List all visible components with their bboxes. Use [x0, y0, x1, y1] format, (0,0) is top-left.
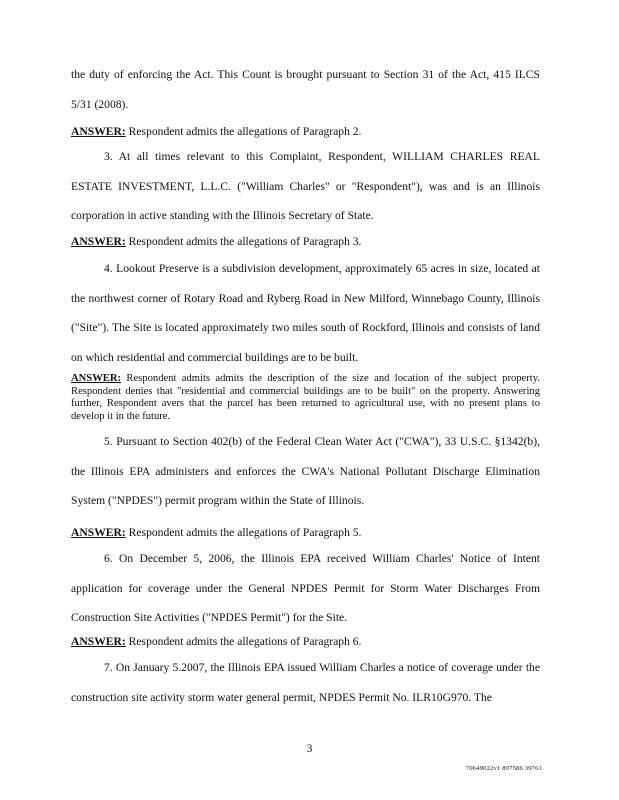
paragraph-7: 7. On January 5.2007, the Illinois EPA issued William Charles a notice of coverage under the construction site activity storm water general permit, NPDES Permit No. ILR10G970. The — [71, 661, 540, 704]
answer-label: ANSWER: — [71, 635, 126, 648]
answer-2 — [71, 124, 540, 139]
paragraph-4: 4. Lookout Preserve is a subdivision development, approximately 65 acres in size, located at the northwest corner of Rotary Road and Ryberg Road in New Milford, Winnebago County, Illinois ("Site"). The Site is located approximately two miles south of Rockford, Illinois and consists of land on which residential and commercial buildings are to be built. — [71, 262, 540, 364]
answer-label: ANSWER: — [71, 373, 122, 384]
answer-4 — [71, 373, 540, 423]
answer-text: Respondent admits the allegations of Paragraph 5. — [128, 526, 362, 539]
answer-label: ANSWER: — [71, 235, 126, 248]
footer-document-id: 70649022v1 897586 39761 — [465, 765, 542, 772]
answer-text: Respondent admits admits the description of the size and location of the subject property. Respondent denies that "residential and commercial buildings are to be built" on the property. Answering further, Respondent avers that the parcel has been returned to agricultural use, with no present plans to develop it in the future. — [71, 373, 540, 422]
paragraph-2-continuation: the duty of enforcing the Act. This Count is brought pursuant to Section 31 of the Act, 415 ILCS 5/31 (2008). — [71, 68, 540, 111]
answer-text: Respondent admits the allegations of Paragraph 3. — [128, 235, 362, 248]
paragraph-6: 6. On December 5, 2006, the Illinois EPA received William Charles' Notice of Intent application for coverage under the General NPDES Permit for Storm Water Discharges From Construction Site Activities ("NPDES Permit") for the Site. — [71, 552, 540, 624]
answer-5 — [71, 525, 540, 540]
paragraph-5: 5. Pursuant to Section 402(b) of the Federal Clean Water Act ("CWA"), 33 U.S.C. §1342(b), the Illinois EPA administers and enforces the CWA's National Pollutant Discharge Elimination System ("NPDES") permit program within the State of Illinois. — [71, 435, 540, 507]
paragraph-3: 3. At all times relevant to this Complaint, Respondent, WILLIAM CHARLES REAL ESTATE INVESTMENT, L.L.C. ("William Charles" or "Respondent"), was and is an Illinois corporation in active standing with the Illinois Secretary of State. — [71, 150, 540, 222]
answer-6 — [71, 634, 540, 649]
answer-text: Respondent admits the allegations of Paragraph 2. — [128, 125, 362, 138]
page-number: 3 — [306, 742, 313, 755]
answer-label: ANSWER: — [71, 125, 126, 138]
answer-label: ANSWER: — [71, 526, 126, 539]
answer-3 — [71, 234, 540, 249]
answer-text: Respondent admits the allegations of Paragraph 6. — [128, 635, 362, 648]
